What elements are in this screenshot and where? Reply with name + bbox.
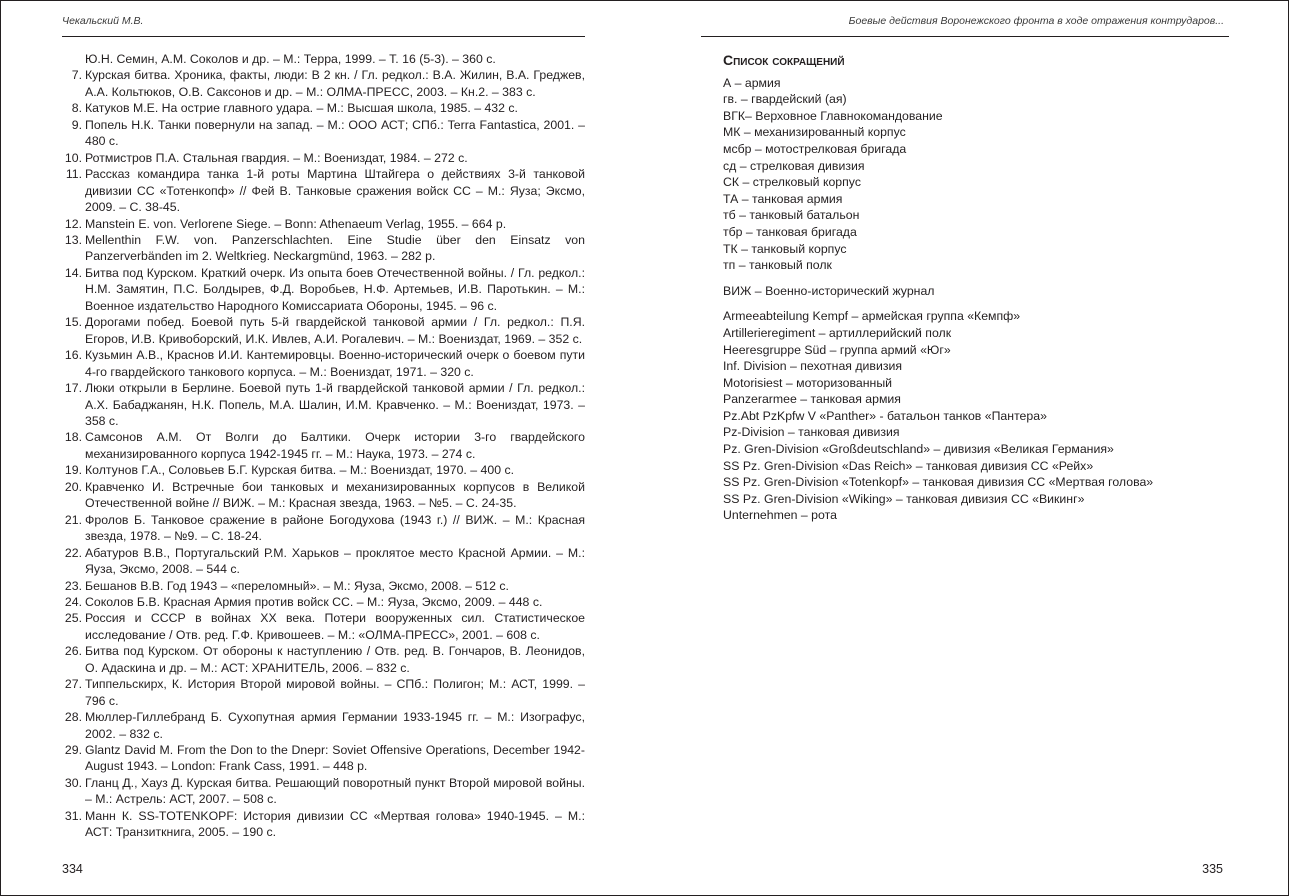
abbreviations-russian-list	[723, 75, 1243, 274]
reference-number: 31.	[64, 808, 82, 823]
reference-number: 14.	[64, 265, 82, 280]
reference-item	[62, 166, 585, 215]
left-header-rule	[62, 36, 585, 37]
reference-number: 21.	[64, 512, 82, 527]
abbreviation-entry: сд – стрелковая дивизия	[723, 158, 865, 173]
section-title: Список сокращений	[723, 52, 845, 68]
reference-number: 22.	[64, 545, 82, 560]
reference-number: 26.	[64, 644, 82, 659]
reference-number: 30.	[64, 775, 82, 790]
reference-item	[62, 479, 585, 512]
spacer	[723, 299, 1243, 308]
reference-text: Курская битва. Хроника, факты, люди: В 2 кн. / Гл. редкол.: В.А. Жилин, В.А. Греджев, А.А. Кольтюков, О.В. Саксонов и др. – М.: ОЛМА-ПРЕСС, 2003. – Кн.2. – 383 с.	[85, 68, 585, 99]
reference-text: Glantz David M. From the Don to the Dnepr: Soviet Offensive Operations, December 1942-August 1943. – London: Frank Cass, 1991. – 448 p.	[85, 743, 585, 774]
reference-number: 25.	[64, 611, 82, 626]
reference-number: 16.	[64, 348, 82, 363]
reference-text: Рассказ командира танка 1-й роты Мартина Штайгера о действиях 3-й танковой дивизии СС «Тотенкопф» // Фей В. Танковые сражения войск СС – М.: Яуза; Эксмо, 2009. – С. 38-45.	[85, 167, 585, 215]
reference-item	[62, 232, 585, 265]
reference-text: Гланц Д., Хауз Д. Курская битва. Решающий поворотный пункт Второй мировой войны. – М.: Астрель: АСТ, 2007. – 508 с.	[85, 775, 585, 807]
left-running-head: Чекальский М.В.	[62, 15, 144, 27]
reference-text: Manstein E. von. Verlorene Siege. – Bonn: Athenaeum Verlag, 1955. – 664 p.	[85, 216, 507, 231]
bibliography-items	[62, 67, 585, 840]
abbreviation-entry: SS Pz. Gren-Division «Wiking» – танковая дивизия СС «Викинг»	[723, 491, 1085, 506]
reference-text: Дорогами побед. Боевой путь 5-й гвардейской танковой армии / Гл. редкол.: П.Я. Егоров, И.В. Кривоборский, И.К. Ивлев, А.И. Рогалевич. – М.: Воениздат, 1969. – 352 с.	[85, 315, 585, 346]
abbreviation-entry: Panzerarmee – танковая армия	[723, 392, 901, 407]
reference-text: Битва под Курском. Краткий очерк. Из опыта боев Отечественной войны. / Гл. редкол.: Н.М. Замятин, П.С. Болдырев, Ф.Д. Воробьев, Н.Ф. Артемьев, И.В. Паротькин. – М.: Военное издательство Народного Комиссариата Обороны, 1945. – 96 с.	[85, 265, 585, 313]
abbreviation-entry: ВИЖ – Военно-исторический журнал	[723, 283, 935, 298]
reference-item	[62, 67, 585, 100]
reference-number: 7.	[71, 68, 82, 83]
reference-number: 15.	[64, 315, 82, 330]
abbreviation-entry: ТК – танковый корпус	[723, 241, 847, 256]
abbreviations-section	[723, 52, 1243, 524]
reference-number: 8.	[71, 101, 82, 116]
reference-item	[62, 380, 585, 429]
reference-item	[62, 512, 585, 545]
reference-text: Ротмистров П.А. Стальная гвардия. – М.: Воениздат, 1984. – 272 с.	[85, 150, 468, 165]
abbreviation-entry: тб – танковый батальон	[723, 208, 860, 223]
reference-item	[62, 117, 585, 150]
reference-text: Катуков М.Е. На острие главного удара. – М.: Высшая школа, 1985. – 432 с.	[85, 101, 518, 116]
reference-item	[62, 100, 585, 116]
reference-item	[62, 594, 585, 610]
reference-text: Манн К. SS-TOTENKOPF: История дивизии СС «Мертвая голова» 1940-1945. – М.: АСТ: Транзиткнига, 2005. – 190 с.	[85, 808, 585, 840]
reference-item	[62, 545, 585, 578]
abbreviation-entry: Pz-Division – танковая дивизия	[723, 425, 900, 440]
abbreviation-entry: тбр – танковая бригада	[723, 224, 857, 239]
abbreviation-entry: ТА – танковая армия	[723, 191, 843, 206]
reference-text: Абатуров В.В., Португальский Р.М. Харьков – проклятое место Красной Армии. – М.: Яуза, Эксмо, 2008. – 544 с.	[85, 545, 585, 577]
reference-text: Соколов Б.В. Красная Армия против войск СС. – М.: Яуза, Эксмо, 2009. – 448 с.	[85, 594, 543, 609]
reference-item	[62, 808, 585, 841]
reference-number: 17.	[64, 381, 82, 396]
reference-number: 19.	[64, 463, 82, 478]
abbreviations-journal-list	[723, 283, 1243, 300]
reference-text: Mellenthin F.W. von. Panzerschlachten. Eine Studie über den Einsatz von Panzerverbänden im 2. Weltkrieg. Neckargmünd, 1963. – 282 p.	[85, 232, 585, 264]
reference-number: 13.	[64, 232, 82, 247]
reference-text: Типпельскирх, К. История Второй мировой войны. – СПб.: Полигон; М.: АСТ, 1999. – 796 с.	[85, 677, 585, 708]
right-page	[645, 1, 1288, 895]
bibliography-continuation: Ю.Н. Семин, А.М. Соколов и др. – М.: Терра, 1999. – Т. 16 (5-3). – 360 с.	[85, 52, 496, 66]
right-page-number: 335	[1202, 862, 1223, 876]
reference-number: 18.	[64, 430, 82, 445]
reference-item	[62, 610, 585, 643]
abbreviation-entry: Unternehmen – рота	[723, 508, 837, 523]
reference-number: 27.	[64, 677, 82, 692]
abbreviation-entry: мсбр – мотострелковая бригада	[723, 141, 907, 156]
abbreviation-entry: Inf. Division – пехотная дивизия	[723, 359, 902, 374]
abbreviation-entry: Motorisiest – моторизованный	[723, 375, 893, 390]
abbreviation-entry: гв. – гвардейский (ая)	[723, 92, 847, 107]
reference-number: 28.	[64, 710, 82, 725]
bibliography-list	[62, 51, 585, 841]
reference-item	[62, 742, 585, 775]
reference-text: Кравченко И. Встречные бои танковых и механизированных корпусов в Великой Отечественной войне // ВИЖ. – М.: Красная звезда, 1963. – №5. – С. 24-35.	[85, 479, 585, 511]
reference-item	[62, 462, 585, 478]
reference-number: 24.	[64, 594, 82, 609]
reference-text: Бешанов В.В. Год 1943 – «переломный». – М.: Яуза, Эксмо, 2008. – 512 с.	[85, 578, 509, 593]
reference-text: Кузьмин А.В., Краснов И.И. Кантемировцы. Военно-исторический очерк о боевом пути 4-го гвардейского танкового корпуса. – М.: Воениздат, 1971. – 320 с.	[85, 348, 585, 379]
abbreviation-entry: А – армия	[723, 75, 781, 90]
abbreviation-entry: СК – стрелковый корпус	[723, 175, 861, 190]
reference-number: 9.	[71, 117, 82, 132]
abbreviation-entry: SS Pz. Gren-Division «Das Reich» – танковая дивизия СС «Рейх»	[723, 458, 1094, 473]
reference-text: Люки открыли в Берлине. Боевой путь 1-й гвардейской танковой армии / Гл. редкол.: А.Х. Бабаджанян, Н.К. Попель, М.А. Шалин, И.М. Кравченко. – М.: Воениздат, 1973. – 358 с.	[85, 381, 585, 428]
abbreviation-entry: Pz. Gren-Division «Großdeutschland» – дивизия «Великая Германия»	[723, 442, 1114, 457]
reference-item	[62, 643, 585, 676]
reference-number: 20.	[64, 479, 82, 494]
abbreviation-entry: тп – танковый полк	[723, 258, 832, 273]
reference-text: Битва под Курском. От обороны к наступлению / Отв. ред. В. Гончаров, В. Леонидов, О. Адаскина и др. – М.: АСТ: ХРАНИТЕЛЬ, 2006. – 832 с.	[85, 644, 585, 675]
reference-number: 23.	[64, 578, 82, 593]
abbreviation-entry: МК – механизированный корпус	[723, 125, 906, 140]
reference-item	[62, 775, 585, 808]
reference-item	[62, 347, 585, 380]
reference-number: 10.	[64, 150, 82, 165]
reference-number: 11.	[65, 167, 82, 182]
reference-item	[62, 429, 585, 462]
reference-number: 29.	[64, 743, 82, 758]
right-running-head: Боевые действия Воронежского фронта в ходе отражения контрударов...	[848, 15, 1224, 27]
reference-item	[62, 150, 585, 166]
reference-text: Колтунов Г.А., Соловьев Б.Г. Курская битва. – М.: Воениздат, 1970. – 400 с.	[85, 463, 515, 478]
abbreviation-entry: Heeresgruppe Süd – группа армий «Юг»	[723, 342, 951, 357]
right-header-rule	[701, 36, 1229, 37]
abbreviations-german-list	[723, 308, 1243, 524]
reference-item	[62, 676, 585, 709]
left-page	[1, 1, 645, 895]
spacer	[723, 274, 1243, 283]
reference-item	[62, 314, 585, 347]
abbreviation-entry: Artillerieregiment – артиллерийский полк	[723, 325, 952, 340]
abbreviation-entry: ВГК– Верховное Главнокомандование	[723, 108, 943, 123]
reference-number: 12.	[64, 216, 82, 231]
reference-item	[62, 265, 585, 314]
left-page-number: 334	[62, 862, 83, 876]
reference-text: Мюллер-Гиллебранд Б. Сухопутная армия Германии 1933-1945 гг. – М.: Изографус, 2002. – 832 с.	[85, 710, 585, 741]
reference-text: Россия и СССР в войнах XX века. Потери вооруженных сил. Статистическое исследование / Отв. ред. Г.Ф. Кривошеев. – М.: «ОЛМА-ПРЕСС», 2001. – 608 с.	[85, 611, 585, 642]
reference-item	[62, 709, 585, 742]
abbreviation-entry: Pz.Abt PzKpfw V «Panther» - батальон танков «Пантера»	[723, 408, 1047, 423]
reference-item	[62, 578, 585, 594]
reference-text: Фролов Б. Танковое сражение в районе Богодухова (1943 г.) // ВИЖ. – М.: Красная звезда, 1978. – №9. – С. 18-24.	[85, 512, 585, 544]
reference-text: Попель Н.К. Танки повернули на запад. – М.: ООО АСТ; СПб.: Terra Fantastica, 2001. – 480 с.	[85, 117, 585, 149]
reference-item	[62, 216, 585, 232]
reference-text: Самсонов А.М. От Волги до Балтики. Очерк истории 3-го гвардейского механизированного корпуса 1942-1945 гг. – М.: Наука, 1973. – 274 с.	[85, 430, 585, 461]
abbreviation-entry: SS Pz. Gren-Division «Totenkopf» – танковая дивизия СС «Мертвая голова»	[723, 475, 1154, 490]
abbreviation-entry: Armeeabteilung Kempf – армейская группа «Кемпф»	[723, 309, 1021, 324]
